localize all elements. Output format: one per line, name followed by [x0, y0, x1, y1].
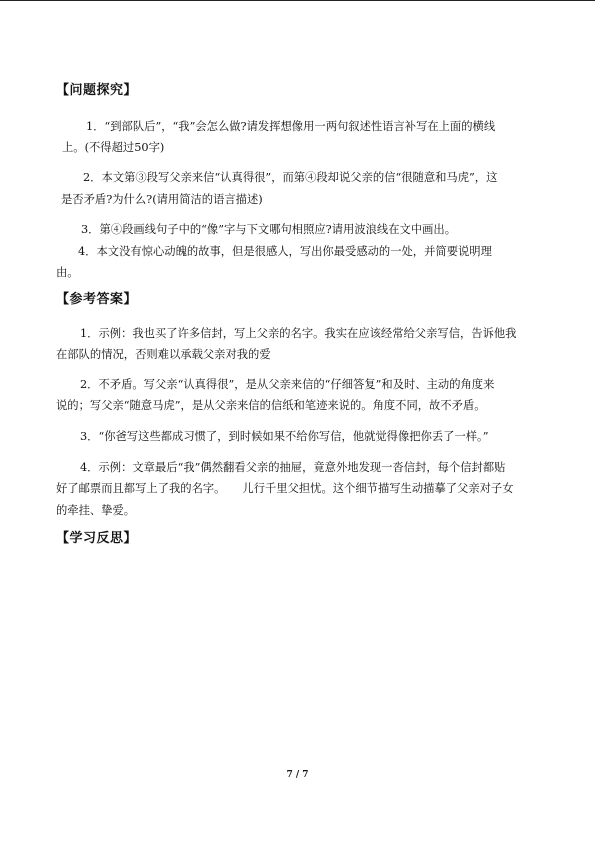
answer-4-line-1: 4．示例：文章最后“我”偶然翻看父亲的抽屉，竟意外地发现一沓信封，每个信封都贴 [80, 461, 506, 474]
question-4-line-2: 由。 [56, 266, 79, 279]
answer-4-line-2: 好了邮票而且都写上了我的名字。 儿行千里父担忧。这个细节描写生动描摹了父亲对子女 [56, 482, 514, 495]
answers-heading: 【参考答案】 [56, 292, 138, 307]
answer-2-line-1: 2．不矛盾。写父亲“认真得很”，是从父亲来信的“仔细答复”和及时、主动的角度来 [80, 378, 495, 391]
page-number: 7 / 7 [286, 770, 309, 780]
answer-1-line-1: 1．示例：我也买了许多信封，写上父亲的名字。我实在应该经常给父亲写信，告诉他我 [80, 327, 517, 340]
top-rule [0, 0, 595, 1]
question-2-line-1: 2．本文第③段写父亲来信“认真得很”，而第④段却说父亲的信“很随意和马虎”，这 [83, 171, 498, 184]
answer-2-line-2: 说的；写父亲“随意马虎”，是从父亲来信的信纸和笔迹来说的。角度不同，故不矛盾。 [56, 399, 486, 412]
reflection-heading: 【学习反思】 [56, 531, 138, 546]
question-3-line-1: 3．第④段画线句子中的“像”字与下文哪句相照应?请用波浪线在文中画出。 [81, 223, 457, 236]
questions-heading: 【问题探究】 [56, 83, 138, 98]
question-1-line-1: 1．“到部队后”，“我”会怎么做?请发挥想像用一两句叙述性语言补写在上面的横线 [86, 120, 496, 133]
question-2-line-2: 是否矛盾?为什么?(请用简洁的语言描述) [61, 193, 263, 206]
answer-3-line-1: 3．“你爸写这些都成习惯了，到时候如果不给你写信，他就觉得像把你丢了一样。” [80, 430, 489, 443]
question-1-line-2: 上。(不得超过50字) [62, 141, 165, 154]
answer-1-line-2: 在部队的情况，否则难以承载父亲对我的爱 [56, 348, 271, 361]
question-4-line-1: 4．本文没有惊心动魄的故事，但是很感人，写出你最受感动的一处，并简要说明理 [78, 245, 492, 258]
answer-4-line-3: 的牵挂、挚爱。 [56, 504, 136, 517]
